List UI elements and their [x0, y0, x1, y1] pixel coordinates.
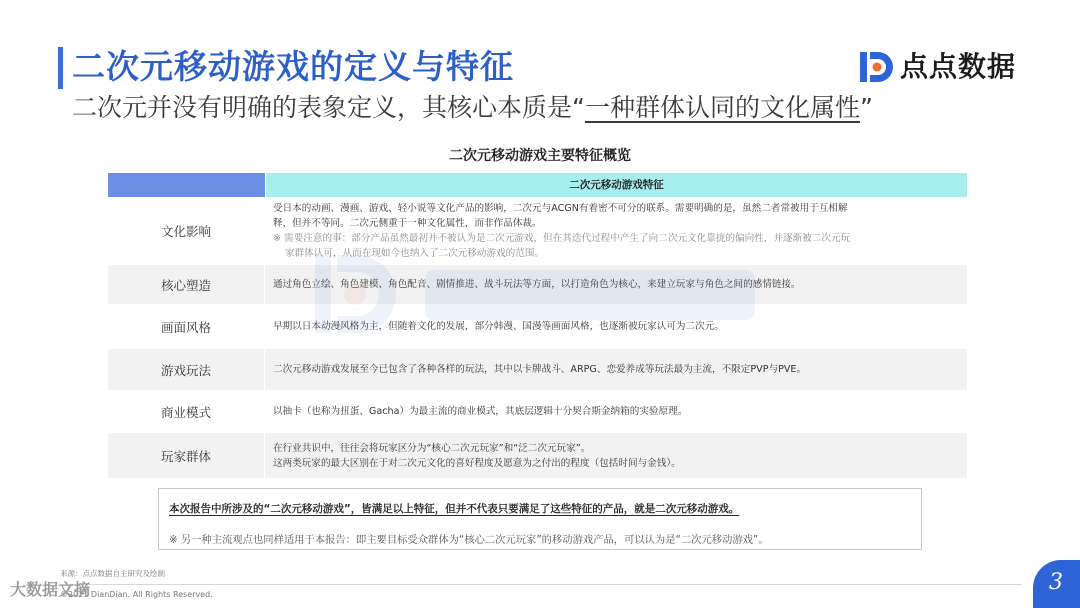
table-row [108, 305, 967, 349]
table-row [108, 391, 967, 433]
brand-logo [858, 48, 1038, 88]
logo-mark-icon [858, 48, 894, 86]
subtitle-close: ” [859, 93, 873, 122]
subtitle-lead: 二次元并没有明确的表象定义，其核心本质是“ [72, 93, 585, 122]
row-line: 早期以日本动漫风格为主，但随着文化的发展，部分韩漫、国漫等画面风格，也逐渐被玩家认可为二次元。 [273, 321, 724, 332]
feature-table [108, 173, 967, 479]
row-content [265, 265, 967, 304]
row-line: 在行业共识中，往往会将玩家区分为“核心二次元玩家”和“泛二次元玩家”。 [273, 442, 591, 454]
title-accent-bar [58, 47, 63, 89]
source-note: 来源：点点数据自主研究及绘制 [60, 569, 165, 578]
row-content [265, 197, 967, 264]
wechat-watermark: 大数据文摘 [10, 580, 91, 599]
row-label: 文化影响 [108, 197, 265, 264]
table-header-left [108, 173, 265, 197]
conclusion-box [158, 488, 922, 550]
footer-divider [60, 584, 1022, 585]
row-label: 核心塑造 [108, 265, 265, 304]
conclusion-main: 本次报告中所涉及的“二次元移动游戏”，皆满足以上特征，但并不代表只要满足了这些特征的产品，就是二次元移动游戏。 [169, 503, 740, 515]
logo-text: 点点数据 [900, 50, 1017, 83]
row-line: 受日本的动画、漫画、游戏、轻小说等文化产品的影响，二次元与ACGN有着密不可分的联系。需要明确的是，虽然二者常被用于互相解 [273, 202, 848, 214]
row-note: 家群体认可，从而在现如今也纳入了二次元移动游戏的范围。 [285, 247, 545, 259]
row-content [265, 349, 967, 390]
row-content [265, 305, 967, 348]
row-label: 画面风格 [108, 305, 265, 348]
row-line: 二次元移动游戏发展至今已包含了各种各样的玩法，其中以卡牌战斗、ARPG、恋爱养成等玩法最为主流，不限定PVP与PVE。 [273, 364, 807, 375]
table-header-title: 二次元移动游戏特征 [266, 173, 967, 197]
row-line: 释，但并不等同。二次元侧重于一种文化属性，而非作品体裁。 [273, 217, 542, 229]
page-number: 3 [1049, 570, 1063, 595]
table-row [108, 349, 967, 391]
row-line: 以抽卡（也称为扭蛋、Gacha）为最主流的商业模式，其底层逻辑十分契合斯金纳箱的实验原理。 [273, 406, 688, 417]
table-row [108, 197, 967, 265]
row-label: 商业模式 [108, 391, 265, 432]
table-title: 二次元移动游戏主要特征概览 [449, 148, 631, 164]
page-subtitle [72, 90, 873, 126]
row-label: 游戏玩法 [108, 349, 265, 390]
row-line: 这两类玩家的最大区别在于对二次元文化的喜好程度及愿意为之付出的程度（包括时间与金钱）。 [273, 457, 681, 469]
row-line: 通过角色立绘、角色建模、角色配音、剧情推进、战斗玩法等方面，以打造角色为核心，来建立玩家与角色之间的感情链接。 [273, 279, 801, 290]
conclusion-note: ※ 另一种主流观点也同样适用于本报告：即主要目标受众群体为“核心二次元玩家”的移动游戏产品，可以认为是“二次元移动游戏”。 [169, 534, 769, 546]
copyright: ©2021 DianDian. All Rights Reserved. [60, 590, 213, 599]
row-label: 玩家群体 [108, 433, 265, 478]
row-note: ※ 需要注意的事：部分产品虽然最初并不被认为是二次元游戏，但在其迭代过程中产生了向二次元文化靠拢的偏向性，并逐渐被二次元玩 [273, 232, 851, 244]
row-content [265, 433, 967, 478]
table-header [108, 173, 967, 197]
table-row [108, 433, 967, 479]
page-title: 二次元移动游戏的定义与特征 [72, 47, 514, 86]
row-content [265, 391, 967, 432]
subtitle-emphasis: 一种群体认同的文化属性 [584, 93, 860, 122]
table-row [108, 265, 967, 305]
